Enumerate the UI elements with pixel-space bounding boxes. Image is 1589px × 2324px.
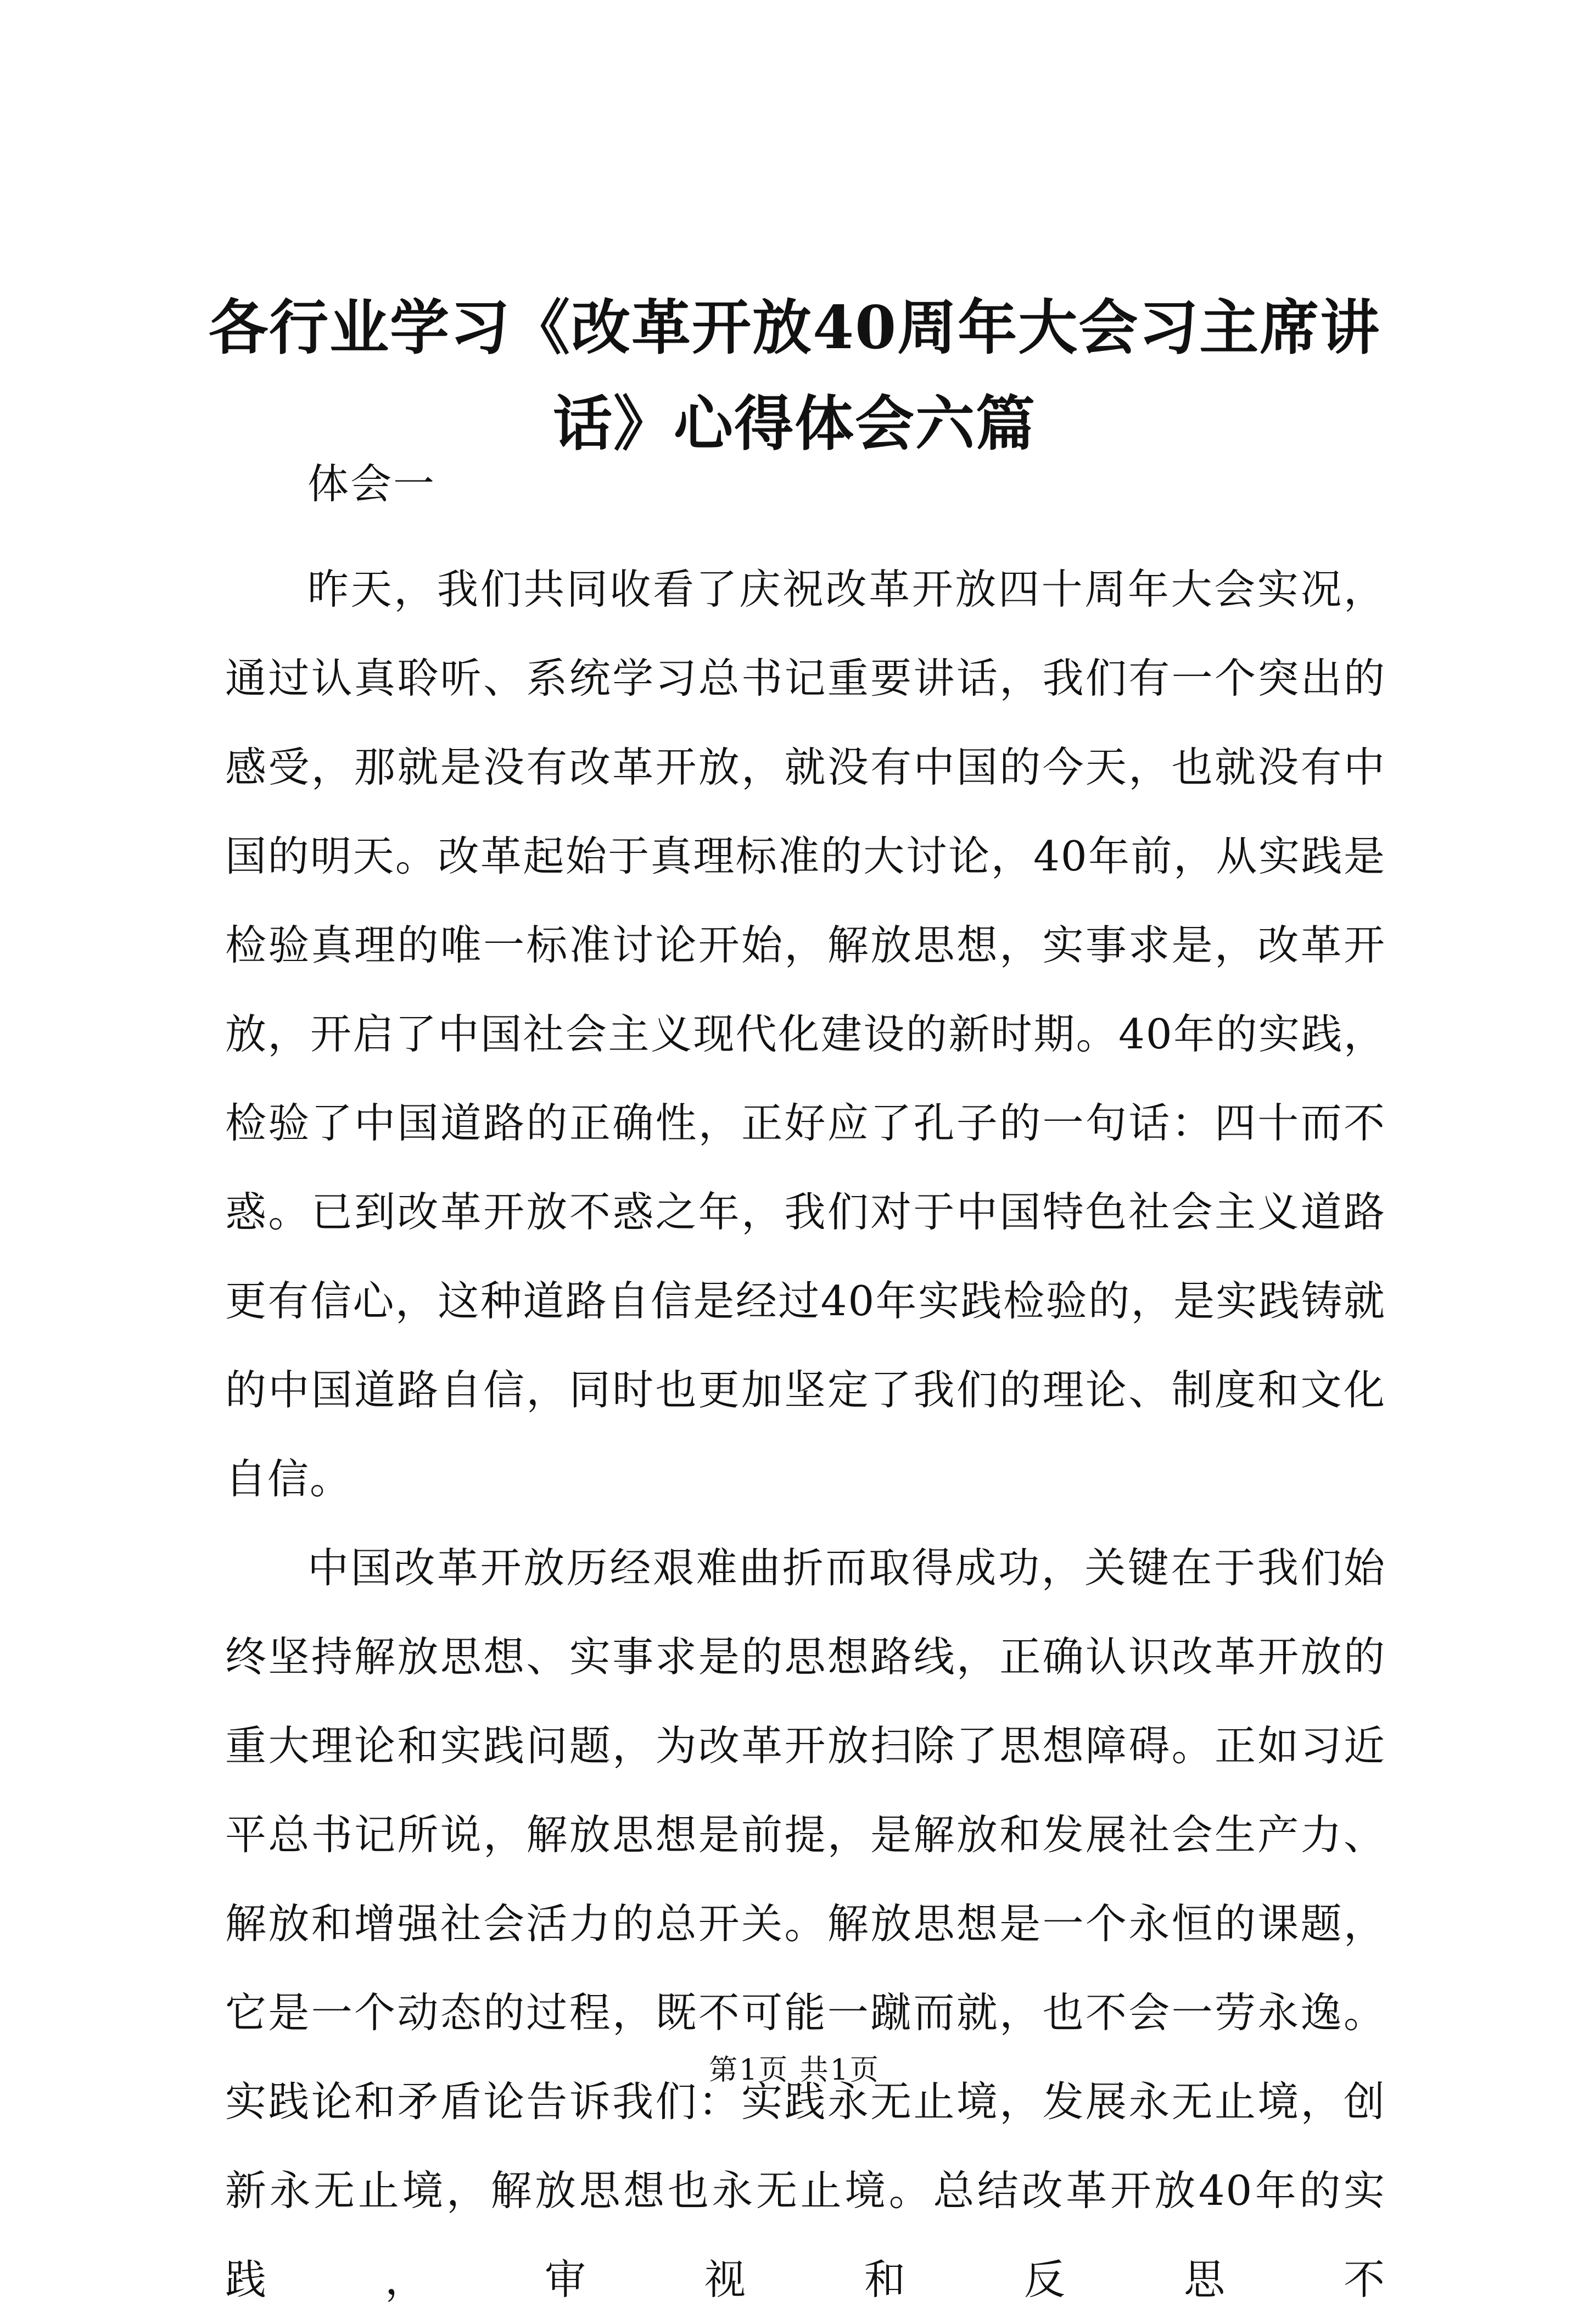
document-title <box>209 280 1380 472</box>
document-body <box>225 453 1386 2324</box>
title-line-2: 话》心得体会六篇 <box>552 389 1036 459</box>
body-paragraph-2: 中国改革开放历经艰难曲折而取得成功，关键在于我们始终坚持解放思想、实事求是的思想路线，正确认识改革开放的重大理论和实践问题，为改革开放扫除了思想障碍。正如习近平总书记所说，解放思想是前提，是解放和发展社会生产力、解放和增强社会活力的总开关。解放思想是一个永恒的课题，它是一个动态的过程，既不可能一蹴而就，也不会一劳永逸。实践论和矛盾论告诉我们：实践永无止境，发展永无止境，创新永无止境，解放思想也永无止境。总结改革开放40年的实践，审视和反思不 <box>225 1544 1386 2304</box>
body-paragraph-1: 昨天，我们共同收看了庆祝改革开放四十周年大会实况，通过认真聆听、系统学习总书记重要讲话，我们有一个突出的感受，那就是没有改革开放，就没有中国的今天，也就没有中国的明天。改革起始于真理标准的大讨论，40年前，从实践是检验真理的唯一标准讨论开始，解放思想，实事求是，改革开放，开启了中国社会主义现代化建设的新时期。40年的实践，检验了中国道路的正确性，正好应了孔子的一句话：四十而不惑。已到改革开放不惑之年，我们对于中国特色社会主义道路更有信心，这种道路自信是经过40年实践检验的，是实践铸就的中国道路自信，同时也更加坚定了我们的理论、制度和文化自信。 <box>225 565 1386 1503</box>
section-heading: 体会一 <box>307 460 437 508</box>
title-line-1: 各行业学习《改革开放40周年大会习主席讲 <box>209 293 1381 362</box>
page-footer: 第1页 共1页 <box>709 2054 880 2087</box>
